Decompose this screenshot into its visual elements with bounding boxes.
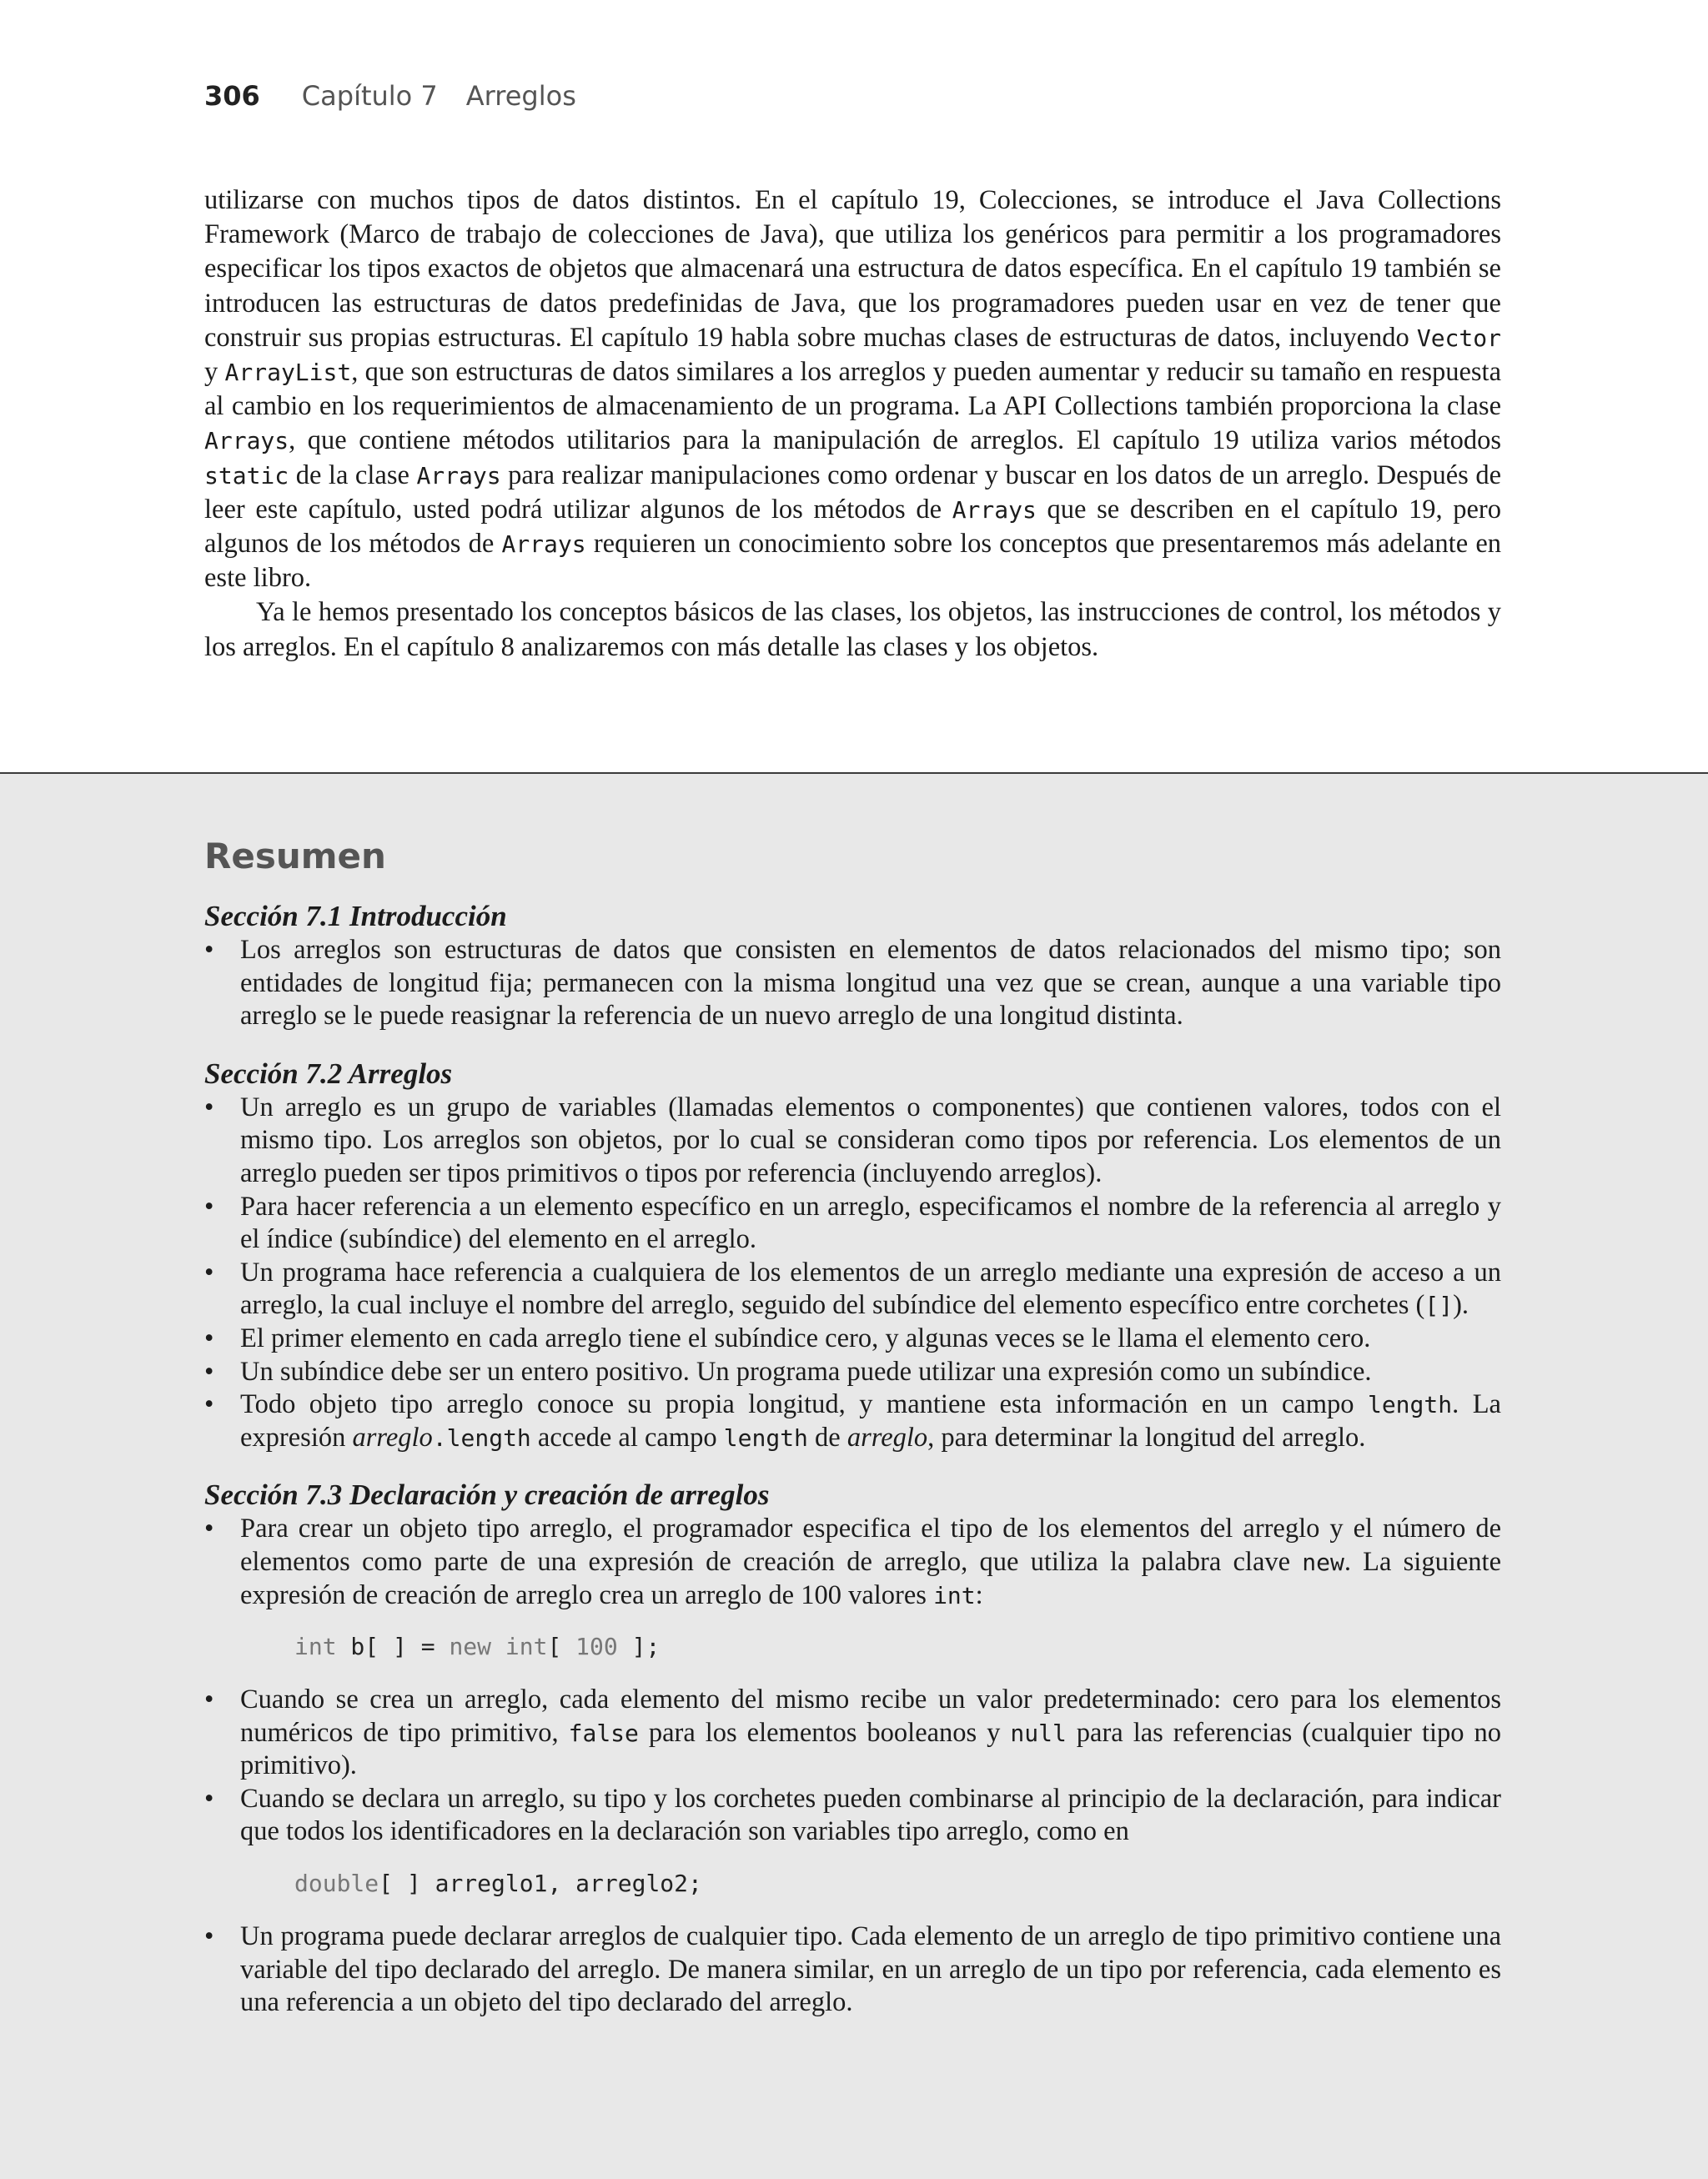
code-length: .length bbox=[432, 1423, 531, 1452]
bullet-list bbox=[204, 1684, 1501, 1849]
bullet-text: Un programa puede declarar arreglos de cualquier tipo. Cada elemento de un arreglo de tipo primitivo contiene una variable del tipo declarado del arreglo. De manera similar, en un arreglo de un tipo por referencia, cada elemento es una referencia a un objeto del tipo declarado del arreglo. bbox=[240, 1921, 1501, 2018]
section-7-1 bbox=[204, 899, 1501, 1033]
page-number: 306 bbox=[204, 80, 260, 112]
bullet-text: para los elementos booleanos y bbox=[638, 1717, 1011, 1748]
bullet-text: de bbox=[807, 1422, 847, 1453]
italic-term: arreglo bbox=[846, 1422, 928, 1453]
bullet-icon: • bbox=[204, 1783, 214, 1814]
text-run: , que son estructuras de datos similares a los arreglos y pueden aumentar y reducir su tamaño en respuesta al cambio en los requerimientos de almacenamiento de un programa. La API Collections también proporciona la clase bbox=[204, 357, 1501, 422]
body-paragraph-2: Ya le hemos presentado los conceptos básicos de las clases, los objetos, las instrucciones de control, los métodos y los arreglos. En el capítulo 8 analizaremos con más detalle las clases y los objetos. bbox=[204, 597, 1501, 662]
code-token: double bbox=[294, 1870, 379, 1898]
bullet-text: Para hacer referencia a un elemento específico en un arreglo, especificamos el nombre de la referencia al arreglo y el índice (subíndice) del elemento en el arreglo. bbox=[240, 1191, 1501, 1255]
code-arrays: Arrays bbox=[204, 427, 289, 455]
body-text bbox=[204, 183, 1501, 665]
bullet-text: Cuando se crea un arreglo, cada elemento del mismo recibe un valor predeterminado: cero para los elementos numéricos de tipo primitivo, bbox=[240, 1684, 1501, 1748]
text-run: requieren un conocimiento sobre los conceptos que presentaremos más adelante en este libro. bbox=[204, 529, 1502, 594]
list-item bbox=[204, 934, 1501, 1033]
code-token: int bbox=[294, 1633, 337, 1661]
section-heading: Sección 7.1 Introducción bbox=[204, 900, 507, 932]
summary-box bbox=[0, 772, 1708, 2179]
bullet-text: Un arreglo es un grupo de variables (llamadas elementos o componentes) que contienen valores, todos con el mismo tipo. Los arreglos son objetos, por lo cual se consideran como tipos por referencia. Los elementos de un arreglo pueden ser tipos primitivos o tipos por referencia (incluyendo arreglos). bbox=[240, 1092, 1501, 1188]
bullet-text: . La siguiente expresión de creación de arreglo crea un arreglo de 100 valores bbox=[240, 1546, 1501, 1610]
bullet-text: Cuando se declara un arreglo, su tipo y los corchetes pueden combinarse al principio de la declaración, para indicar que todos los identificadores en la declaración son variables tipo arreglo, como en bbox=[240, 1783, 1501, 1847]
text-run: , que contiene métodos utilitarios para la manipulación de arreglos. El capítulo 19 utiliza varios métodos bbox=[289, 425, 1501, 456]
text-run: utilizarse con muchos tipos de datos distintos. En el capítulo 19, Colecciones, se introduce el Java Collections Framework (Marco de trabajo de colecciones de Java), que utiliza los genéricos para permitir a los programadores especificar los tipos exactos de objetos que almacenará una estructura de datos específica. En el capítulo 19 también se introducen las estructuras de datos predefinidas de Java, que los programadores pueden usar en vez de tener que construir sus propias estructuras. El capítulo 19 habla sobre muchas clases de estructuras de datos, incluyendo bbox=[204, 185, 1501, 353]
code-arraylist: ArrayList bbox=[224, 359, 352, 387]
text-run: de la clase bbox=[289, 459, 417, 490]
text-run: y bbox=[204, 357, 225, 388]
list-item bbox=[204, 1513, 1501, 1612]
list-item bbox=[204, 1092, 1501, 1191]
code-example-2 bbox=[204, 1867, 1501, 1900]
bullet-text: , para determinar la longitud del arreglo. bbox=[927, 1422, 1366, 1453]
list-item bbox=[204, 1920, 1501, 2020]
body-paragraph-1 bbox=[204, 183, 1501, 595]
bullet-icon: • bbox=[204, 1921, 214, 1952]
bullet-text: Para crear un objeto tipo arreglo, el programador especifica el tipo de los elementos del arreglo y el número de elementos como parte de una expresión de creación de arreglo, que utiliza la palabra clave bbox=[240, 1514, 1501, 1577]
code-arrays: Arrays bbox=[501, 530, 586, 559]
section-heading: Sección 7.2 Arreglos bbox=[204, 1057, 453, 1090]
code-arrays: Arrays bbox=[952, 495, 1037, 524]
bullet-icon: • bbox=[204, 1092, 214, 1122]
bullet-icon: • bbox=[204, 1257, 214, 1288]
bullet-icon: • bbox=[204, 1684, 214, 1715]
chapter-title: Arreglos bbox=[465, 80, 576, 112]
bullet-icon: • bbox=[204, 1514, 214, 1544]
bullet-icon: • bbox=[204, 1356, 214, 1387]
summary-content bbox=[204, 834, 1501, 2043]
code-token: b[ ] = bbox=[336, 1633, 450, 1661]
list-item bbox=[204, 1191, 1501, 1257]
bullet-text: . La expresión bbox=[240, 1389, 1501, 1453]
text-run: para realizar manipulaciones como ordenar y buscar en los datos de un arreglo. Después de leer este capítulo, usted podrá utilizar algunos de los métodos de bbox=[204, 459, 1501, 525]
list-item bbox=[204, 1388, 1501, 1454]
bullet-text: El primer elemento en cada arreglo tiene el subíndice cero, y algunas veces se le llama el elemento cero. bbox=[240, 1323, 1371, 1353]
bullet-text: accede al campo bbox=[530, 1422, 724, 1453]
bullet-list bbox=[204, 1092, 1501, 1455]
code-length: length bbox=[1367, 1391, 1453, 1419]
bullet-icon: • bbox=[204, 1389, 214, 1420]
bullet-icon: • bbox=[204, 1323, 214, 1353]
bullet-icon: • bbox=[204, 935, 214, 965]
code-null: null bbox=[1010, 1719, 1067, 1747]
bullet-list bbox=[204, 1513, 1501, 1612]
code-token: [ bbox=[547, 1633, 576, 1661]
bullet-list bbox=[204, 934, 1501, 1033]
bullet-text: : bbox=[975, 1579, 983, 1610]
list-item bbox=[204, 1356, 1501, 1389]
summary-heading: Resumen bbox=[204, 836, 386, 876]
code-token: ]; bbox=[617, 1633, 661, 1661]
code-int: int bbox=[933, 1581, 976, 1609]
list-item bbox=[204, 1684, 1501, 1783]
code-arrays: Arrays bbox=[416, 461, 501, 490]
bullet-text: Un subíndice debe ser un entero positivo. Un programa puede utilizar una expresión como un subíndice. bbox=[240, 1356, 1372, 1387]
code-brackets: [] bbox=[1424, 1292, 1454, 1320]
text-run: que se describen en el capítulo 19, pero algunos de los métodos de bbox=[204, 494, 1501, 560]
bullet-text: Un programa hace referencia a cualquiera de los elementos de un arreglo mediante una expresión de acceso a un arreglo, la cual incluye el nombre del arreglo, seguido del subíndice del elemento específico entre corchetes ( bbox=[240, 1257, 1501, 1321]
code-new: new bbox=[1302, 1548, 1344, 1576]
running-header bbox=[204, 80, 576, 122]
code-length: length bbox=[723, 1423, 808, 1452]
bullet-text: ). bbox=[1453, 1290, 1469, 1321]
list-item bbox=[204, 1257, 1501, 1323]
list-item bbox=[204, 1783, 1501, 1849]
code-token: [ ] arreglo1, arreglo2; bbox=[379, 1870, 702, 1898]
italic-term: arreglo bbox=[352, 1422, 433, 1453]
chapter-label: Capítulo 7 bbox=[301, 80, 438, 112]
bullet-text: para las referencias (cualquier tipo no primitivo). bbox=[240, 1717, 1501, 1781]
section-7-3 bbox=[204, 1478, 1501, 2020]
bullet-icon: • bbox=[204, 1191, 214, 1222]
list-item bbox=[204, 1323, 1501, 1356]
code-vector: Vector bbox=[1416, 324, 1501, 352]
code-token: new int bbox=[449, 1633, 548, 1661]
code-example-1 bbox=[204, 1630, 1501, 1664]
section-7-2 bbox=[204, 1057, 1501, 1455]
bullet-text: Los arreglos son estructuras de datos que consisten en elementos de datos relacionados del mismo tipo; son entidades de longitud fija; permanecen con la misma longitud una vez que se crean, aunque a una variable tipo arreglo se le puede reasignar la referencia de un nuevo arreglo de una longitud distinta. bbox=[240, 935, 1501, 1032]
bullet-text: Todo objeto tipo arreglo conoce su propia longitud, y mantiene esta información en un campo bbox=[240, 1389, 1368, 1420]
code-token: 100 bbox=[575, 1633, 618, 1661]
code-static: static bbox=[204, 461, 289, 490]
code-false: false bbox=[568, 1719, 639, 1747]
section-heading: Sección 7.3 Declaración y creación de arreglos bbox=[204, 1479, 770, 1512]
bullet-list bbox=[204, 1920, 1501, 2020]
